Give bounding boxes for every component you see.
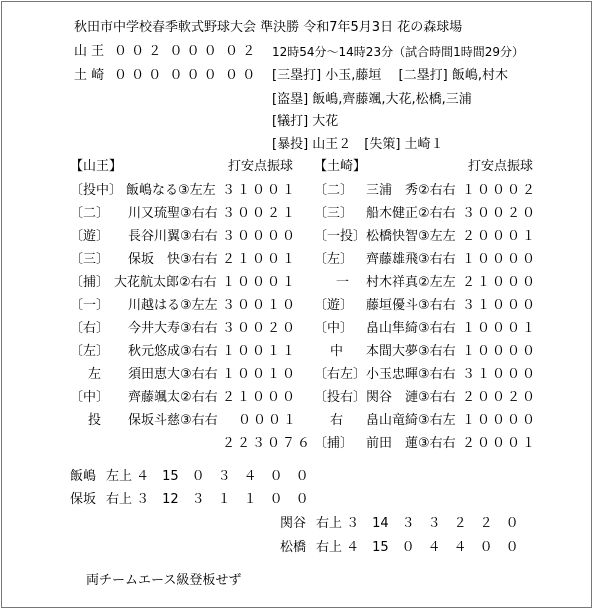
home-stats: １０００１: [222, 275, 298, 290]
away-stats: ２１０００: [462, 275, 538, 290]
linescore-team-away: 土 崎: [74, 68, 105, 83]
home-stats: ３００１０: [222, 298, 298, 313]
away-player: 松橋快智③左左: [366, 229, 456, 244]
home-stats: ３１００１: [222, 183, 298, 198]
home-player: 川越はる③左左: [128, 298, 218, 313]
away-pos: 〔右左〕: [314, 367, 367, 382]
away-pos: 〔三〕: [314, 206, 354, 221]
away-stats: １０００１: [462, 321, 538, 336]
away-pos: 〔左〕: [314, 252, 354, 267]
home-player: 川又琉聖③右右: [128, 206, 218, 221]
note-steals: [盗塁] 飯嶋,齊藤颯,大花,松橋,三浦: [272, 92, 472, 107]
home-pos: 〔三〕: [70, 252, 110, 267]
away-pos: 〔中〕: [314, 321, 354, 336]
home-pos: 〔投中〕: [70, 183, 123, 198]
away-pos: 〔一投〕: [314, 229, 367, 244]
pitcher-line: 右上 ３ 14 ３ ３ ２ ２ ０: [316, 516, 519, 531]
home-player: 須田恵大③右右: [128, 367, 218, 382]
home-stats: ３００００: [222, 229, 298, 244]
home-stat-header: 打安点振球: [228, 159, 294, 174]
away-stats: ２０００１: [462, 436, 538, 451]
away-player: 三浦 秀②右右: [366, 183, 456, 198]
page-title: 秋田市中学校春季軟式野球大会 準決勝 令和7年5月3日 花の森球場: [74, 20, 463, 35]
note-sacrifice: [犠打] 大花: [272, 114, 339, 129]
home-pos: 〔右〕: [70, 321, 110, 336]
home-stats: ３００２１: [222, 206, 298, 221]
away-stats: ３１０００: [462, 367, 538, 382]
pitcher-name: 飯嶋: [70, 469, 97, 484]
game-time: 12時54分～14時23分（試合時間1時間29分）: [272, 45, 524, 59]
away-pos: 〔遊〕: [314, 298, 354, 313]
away-pos: 中: [330, 344, 344, 359]
pitcher-name: 保坂: [70, 492, 97, 507]
home-pos: 〔左〕: [70, 344, 110, 359]
away-player: 齊藤雄飛③右右: [366, 252, 456, 267]
away-player: 関谷 漣③右右: [366, 390, 456, 405]
home-team-header: 【山王】: [70, 159, 123, 174]
away-player: 藤垣優斗③右右: [366, 298, 456, 313]
linescore-innings-home: ０ ０ ２ ０ ０ ０ ０ ２: [114, 44, 256, 59]
away-pos: 一: [336, 275, 350, 290]
home-stats: １００１１: [222, 344, 298, 359]
pitcher-name: 松橋: [280, 540, 307, 555]
away-stats: ３００２０: [462, 206, 538, 221]
away-stats: １００００: [462, 413, 538, 428]
home-pos: 投: [88, 413, 102, 428]
pitcher-line: 左上 ４ 15 ０ ３ ４ ０ ０: [106, 469, 309, 484]
pitcher-line: 右上 ４ 15 ０ ４ ４ ０ ０: [316, 540, 519, 555]
home-player: 飯嶋なる③左左: [126, 183, 216, 198]
home-player: 今井大寿③右右: [128, 321, 218, 336]
home-pos: 〔二〕: [70, 206, 110, 221]
footnote: 両チームエース級登板せず: [86, 573, 242, 588]
home-pos: 〔遊〕: [70, 229, 110, 244]
home-totals: ２２３０７６: [222, 436, 313, 451]
away-player: 前田 蓮③右右: [366, 436, 456, 451]
away-player: 村木祥真②左左: [366, 275, 456, 290]
home-player: 保坂斗慈③右右: [128, 413, 218, 428]
home-stats: ２１００１: [222, 252, 298, 267]
home-stats: １００１０: [222, 367, 298, 382]
linescore-innings-away: ０ ０ ０ ０ ０ ０ ０ ０: [114, 68, 256, 83]
away-player: 本間大夢③右右: [366, 344, 456, 359]
away-player: 畠山隼綺③右右: [366, 321, 456, 336]
away-stats: １００００: [462, 344, 538, 359]
away-player: 船木健正②右右: [366, 206, 456, 221]
away-pos: 〔捕〕: [314, 436, 354, 451]
away-stats: １００００: [462, 252, 538, 267]
away-player: 小玉忠暉③右右: [366, 367, 456, 382]
away-pos: 〔投右〕: [314, 390, 367, 405]
pitcher-name: 関谷: [280, 516, 307, 531]
away-pos: 右: [330, 413, 344, 428]
home-player: 齊藤颯太②右右: [128, 390, 218, 405]
home-stats: ２１０００: [222, 390, 298, 405]
home-player: 長谷川翼③右右: [128, 229, 218, 244]
home-player: 秋元悠成③右右: [128, 344, 218, 359]
away-stats: ２０００１: [462, 229, 538, 244]
home-player: 大花航太郎②右右: [114, 275, 217, 290]
away-stats: １０００２: [462, 183, 538, 198]
home-stats: ３００２０: [222, 321, 298, 336]
away-stats: ２００２０: [462, 390, 538, 405]
home-player: 保坂 快③右右: [128, 252, 218, 267]
note-triples-doubles: [三塁打] 小玉,藤垣 [二塁打] 飯嶋,村木: [272, 68, 508, 83]
away-stat-header: 打安点振球: [468, 159, 534, 174]
away-team-header: 【土崎】: [314, 159, 367, 174]
home-pos: 左: [88, 367, 102, 382]
home-stats: ０００１: [238, 413, 299, 428]
home-pos: 〔捕〕: [70, 275, 110, 290]
away-player: 畠山竜綺③右左: [366, 413, 456, 428]
away-pos: 〔二〕: [314, 183, 354, 198]
note-errors: [暴投] 山王２ [失策] 土崎１: [272, 137, 444, 152]
away-stats: ３１０００: [462, 298, 538, 313]
linescore-team-home: 山 王: [74, 44, 105, 59]
home-pos: 〔一〕: [70, 298, 110, 313]
pitcher-line: 右上 ３ 12 ３ １ １ ０ ０: [106, 492, 309, 507]
home-pos: 〔中〕: [70, 390, 110, 405]
